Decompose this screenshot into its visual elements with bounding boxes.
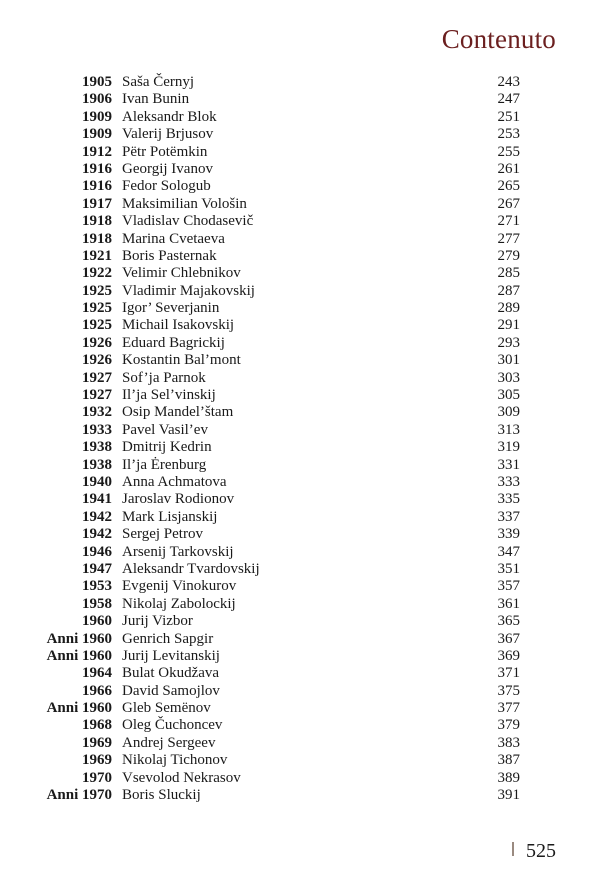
entry-page: 303 xyxy=(497,369,520,386)
toc-entry xyxy=(0,717,606,734)
entry-year: Anni 1970 xyxy=(46,787,112,804)
entry-page: 389 xyxy=(497,769,520,786)
entry-author: Pëtr Potëmkin xyxy=(122,143,208,160)
entry-year: 1909 xyxy=(82,108,112,125)
entry-author: Eduard Bagrickij xyxy=(122,334,225,351)
toc-entry xyxy=(0,770,606,787)
entry-author: Jurij Vizbor xyxy=(122,613,193,630)
entry-author: Dmitrij Kedrin xyxy=(122,439,212,456)
entry-year: 1925 xyxy=(82,317,112,334)
entry-page: 253 xyxy=(497,126,520,143)
entry-page: 371 xyxy=(497,665,520,682)
entry-author: Igor’ Severjanin xyxy=(122,300,220,317)
entry-year: 1925 xyxy=(82,300,112,317)
entry-page: 383 xyxy=(497,734,520,751)
entry-page: 251 xyxy=(497,108,520,125)
toc-entry xyxy=(0,144,606,161)
entry-year: 1938 xyxy=(82,439,112,456)
toc-entry xyxy=(0,265,606,282)
entry-page: 289 xyxy=(497,300,520,317)
entry-author: Velimir Chlebnikov xyxy=(122,265,241,282)
entry-page: 313 xyxy=(497,421,520,438)
entry-page: 261 xyxy=(497,160,520,177)
entry-year: 1933 xyxy=(82,421,112,438)
toc-entry xyxy=(0,109,606,126)
entry-page: 391 xyxy=(497,787,520,804)
entry-page: 301 xyxy=(497,352,520,369)
entry-year: 1966 xyxy=(82,682,112,699)
entry-author: Oleg Čuchoncev xyxy=(122,717,223,734)
entry-author: Andrej Sergeev xyxy=(122,734,216,751)
entry-page: 265 xyxy=(497,178,520,195)
entry-year: 1909 xyxy=(82,126,112,143)
toc-entry xyxy=(0,491,606,508)
toc-entry xyxy=(0,439,606,456)
entry-page: 279 xyxy=(497,247,520,264)
entry-year: 1969 xyxy=(82,734,112,751)
entry-year: 1916 xyxy=(82,160,112,177)
entry-year: 1947 xyxy=(82,560,112,577)
entry-author: Pavel Vasil’ev xyxy=(122,421,208,438)
entry-page: 335 xyxy=(497,491,520,508)
entry-year: 1941 xyxy=(82,491,112,508)
entry-year: 1927 xyxy=(82,387,112,404)
entry-page: 361 xyxy=(497,595,520,612)
toc-entry xyxy=(0,457,606,474)
entry-year: Anni 1960 xyxy=(46,647,112,664)
entry-author: Boris Pasternak xyxy=(122,247,217,264)
toc-entry xyxy=(0,91,606,108)
entry-year: 1922 xyxy=(82,265,112,282)
toc-entry xyxy=(0,648,606,665)
entry-year: 1925 xyxy=(82,282,112,299)
entry-year: 1969 xyxy=(82,752,112,769)
margin-mark xyxy=(512,842,514,856)
entry-page: 305 xyxy=(497,387,520,404)
toc-entry xyxy=(0,787,606,804)
entry-author: Georgij Ivanov xyxy=(122,160,213,177)
entry-author: Nikolaj Zabolockij xyxy=(122,595,236,612)
toc-entry xyxy=(0,178,606,195)
entry-page: 339 xyxy=(497,526,520,543)
entry-author: Genrich Sapgir xyxy=(122,630,214,647)
entry-author: Michail Isakovskij xyxy=(122,317,235,334)
toc-entry xyxy=(0,578,606,595)
entry-author: Boris Sluckij xyxy=(122,787,201,804)
entry-page: 293 xyxy=(497,334,520,351)
entry-page: 267 xyxy=(497,195,520,212)
entry-year: 1916 xyxy=(82,178,112,195)
entry-year: Anni 1960 xyxy=(46,700,112,717)
entry-page: 271 xyxy=(497,213,520,230)
entry-author: Aleksandr Tvardovskij xyxy=(122,560,260,577)
entry-page: 377 xyxy=(497,700,520,717)
entry-page: 243 xyxy=(497,74,520,90)
entry-author: Jaroslav Rodionov xyxy=(122,491,235,508)
toc-entry xyxy=(0,126,606,143)
toc-entry xyxy=(0,752,606,769)
page-number: 525 xyxy=(526,840,556,862)
entry-page: 319 xyxy=(497,439,520,456)
toc-entry xyxy=(0,613,606,630)
entry-year: 1942 xyxy=(82,526,112,543)
entry-page: 333 xyxy=(497,473,520,490)
toc-entry xyxy=(0,596,606,613)
entry-author: Mark Lisjanskij xyxy=(122,508,218,525)
entry-year: 1905 xyxy=(82,74,112,90)
entry-author: Jurij Levitanskij xyxy=(122,647,220,664)
toc-entry xyxy=(0,422,606,439)
entry-year: 1942 xyxy=(82,508,112,525)
page-title: Contenuto xyxy=(441,24,556,54)
entry-page: 247 xyxy=(497,91,520,108)
toc-entry xyxy=(0,283,606,300)
entry-page: 337 xyxy=(497,508,520,525)
toc-entry xyxy=(0,509,606,526)
entry-year: 1927 xyxy=(82,369,112,386)
entry-year: 1932 xyxy=(82,404,112,421)
entry-page: 387 xyxy=(497,752,520,769)
entry-author: Vladimir Majakovskij xyxy=(122,282,255,299)
toc-entry xyxy=(0,317,606,334)
toc-entry xyxy=(0,300,606,317)
entry-year: 1938 xyxy=(82,456,112,473)
entry-author: Il’ja Sel’vinskij xyxy=(122,387,216,404)
entry-year: 1906 xyxy=(82,91,112,108)
toc-entry xyxy=(0,370,606,387)
entry-author: Aleksandr Blok xyxy=(122,108,217,125)
entry-author: Nikolaj Tichonov xyxy=(122,752,228,769)
entry-author: Fedor Sologub xyxy=(122,178,211,195)
toc-entry xyxy=(0,665,606,682)
entry-year: 1968 xyxy=(82,717,112,734)
toc-entry xyxy=(0,735,606,752)
entry-year: 1917 xyxy=(82,195,112,212)
toc-entry xyxy=(0,561,606,578)
entry-page: 351 xyxy=(497,560,520,577)
entry-author: Sof’ja Parnok xyxy=(122,369,206,386)
entry-year: 1918 xyxy=(82,213,112,230)
entry-page: 331 xyxy=(497,456,520,473)
entry-page: 255 xyxy=(497,143,520,160)
entry-author: Marina Cvetaeva xyxy=(122,230,225,247)
entry-author: Kostantin Bal’mont xyxy=(122,352,241,369)
toc-entry xyxy=(0,631,606,648)
toc-entry xyxy=(0,404,606,421)
entry-page: 277 xyxy=(497,230,520,247)
entry-year: 1970 xyxy=(82,769,112,786)
entry-page: 379 xyxy=(497,717,520,734)
entry-year: 1921 xyxy=(82,247,112,264)
toc-entry xyxy=(0,700,606,717)
entry-page: 369 xyxy=(497,647,520,664)
entry-year: 1960 xyxy=(82,613,112,630)
entry-year: 1926 xyxy=(82,334,112,351)
entry-author: Anna Achmatova xyxy=(122,473,227,490)
entry-author: Sergej Petrov xyxy=(122,526,203,543)
entry-author: Maksimilian Vološin xyxy=(122,195,247,212)
entry-author: Il’ja Ėrenburg xyxy=(122,456,207,473)
entry-author: Bulat Okudžava xyxy=(122,665,220,682)
entry-author: Saša Černyj xyxy=(122,74,195,90)
entry-page: 367 xyxy=(497,630,520,647)
entry-page: 375 xyxy=(497,682,520,699)
entry-year: 1940 xyxy=(82,473,112,490)
entry-author: Osip Mandel’štam xyxy=(122,404,234,421)
entry-author: Vsevolod Nekrasov xyxy=(122,769,241,786)
toc-entry xyxy=(0,213,606,230)
entry-year: Anni 1960 xyxy=(46,630,112,647)
entry-page: 287 xyxy=(497,282,520,299)
entry-author: David Samojlov xyxy=(122,682,220,699)
table-of-contents xyxy=(0,74,606,804)
entry-page: 285 xyxy=(497,265,520,282)
toc-entry xyxy=(0,161,606,178)
entry-author: Valerij Brjusov xyxy=(122,126,214,143)
entry-year: 1918 xyxy=(82,230,112,247)
entry-year: 1946 xyxy=(82,543,112,560)
entry-year: 1912 xyxy=(82,143,112,160)
toc-entry xyxy=(0,335,606,352)
toc-entry xyxy=(0,387,606,404)
toc-entry xyxy=(0,474,606,491)
entry-page: 347 xyxy=(497,543,520,560)
entry-page: 357 xyxy=(497,578,520,595)
toc-entry xyxy=(0,352,606,369)
entry-author: Gleb Semënov xyxy=(122,700,211,717)
toc-entry xyxy=(0,196,606,213)
entry-author: Vladislav Chodasevič xyxy=(122,213,254,230)
entry-page: 365 xyxy=(497,613,520,630)
entry-author: Ivan Bunin xyxy=(122,91,190,108)
toc-entry xyxy=(0,526,606,543)
toc-entry xyxy=(0,248,606,265)
entry-year: 1953 xyxy=(82,578,112,595)
toc-entry xyxy=(0,74,606,91)
entry-page: 309 xyxy=(497,404,520,421)
toc-entry xyxy=(0,231,606,248)
entry-author: Arsenij Tarkovskij xyxy=(122,543,234,560)
entry-year: 1964 xyxy=(82,665,112,682)
toc-entry xyxy=(0,544,606,561)
entry-year: 1958 xyxy=(82,595,112,612)
entry-page: 291 xyxy=(497,317,520,334)
toc-entry xyxy=(0,683,606,700)
entry-year: 1926 xyxy=(82,352,112,369)
entry-author: Evgenij Vinokurov xyxy=(122,578,237,595)
